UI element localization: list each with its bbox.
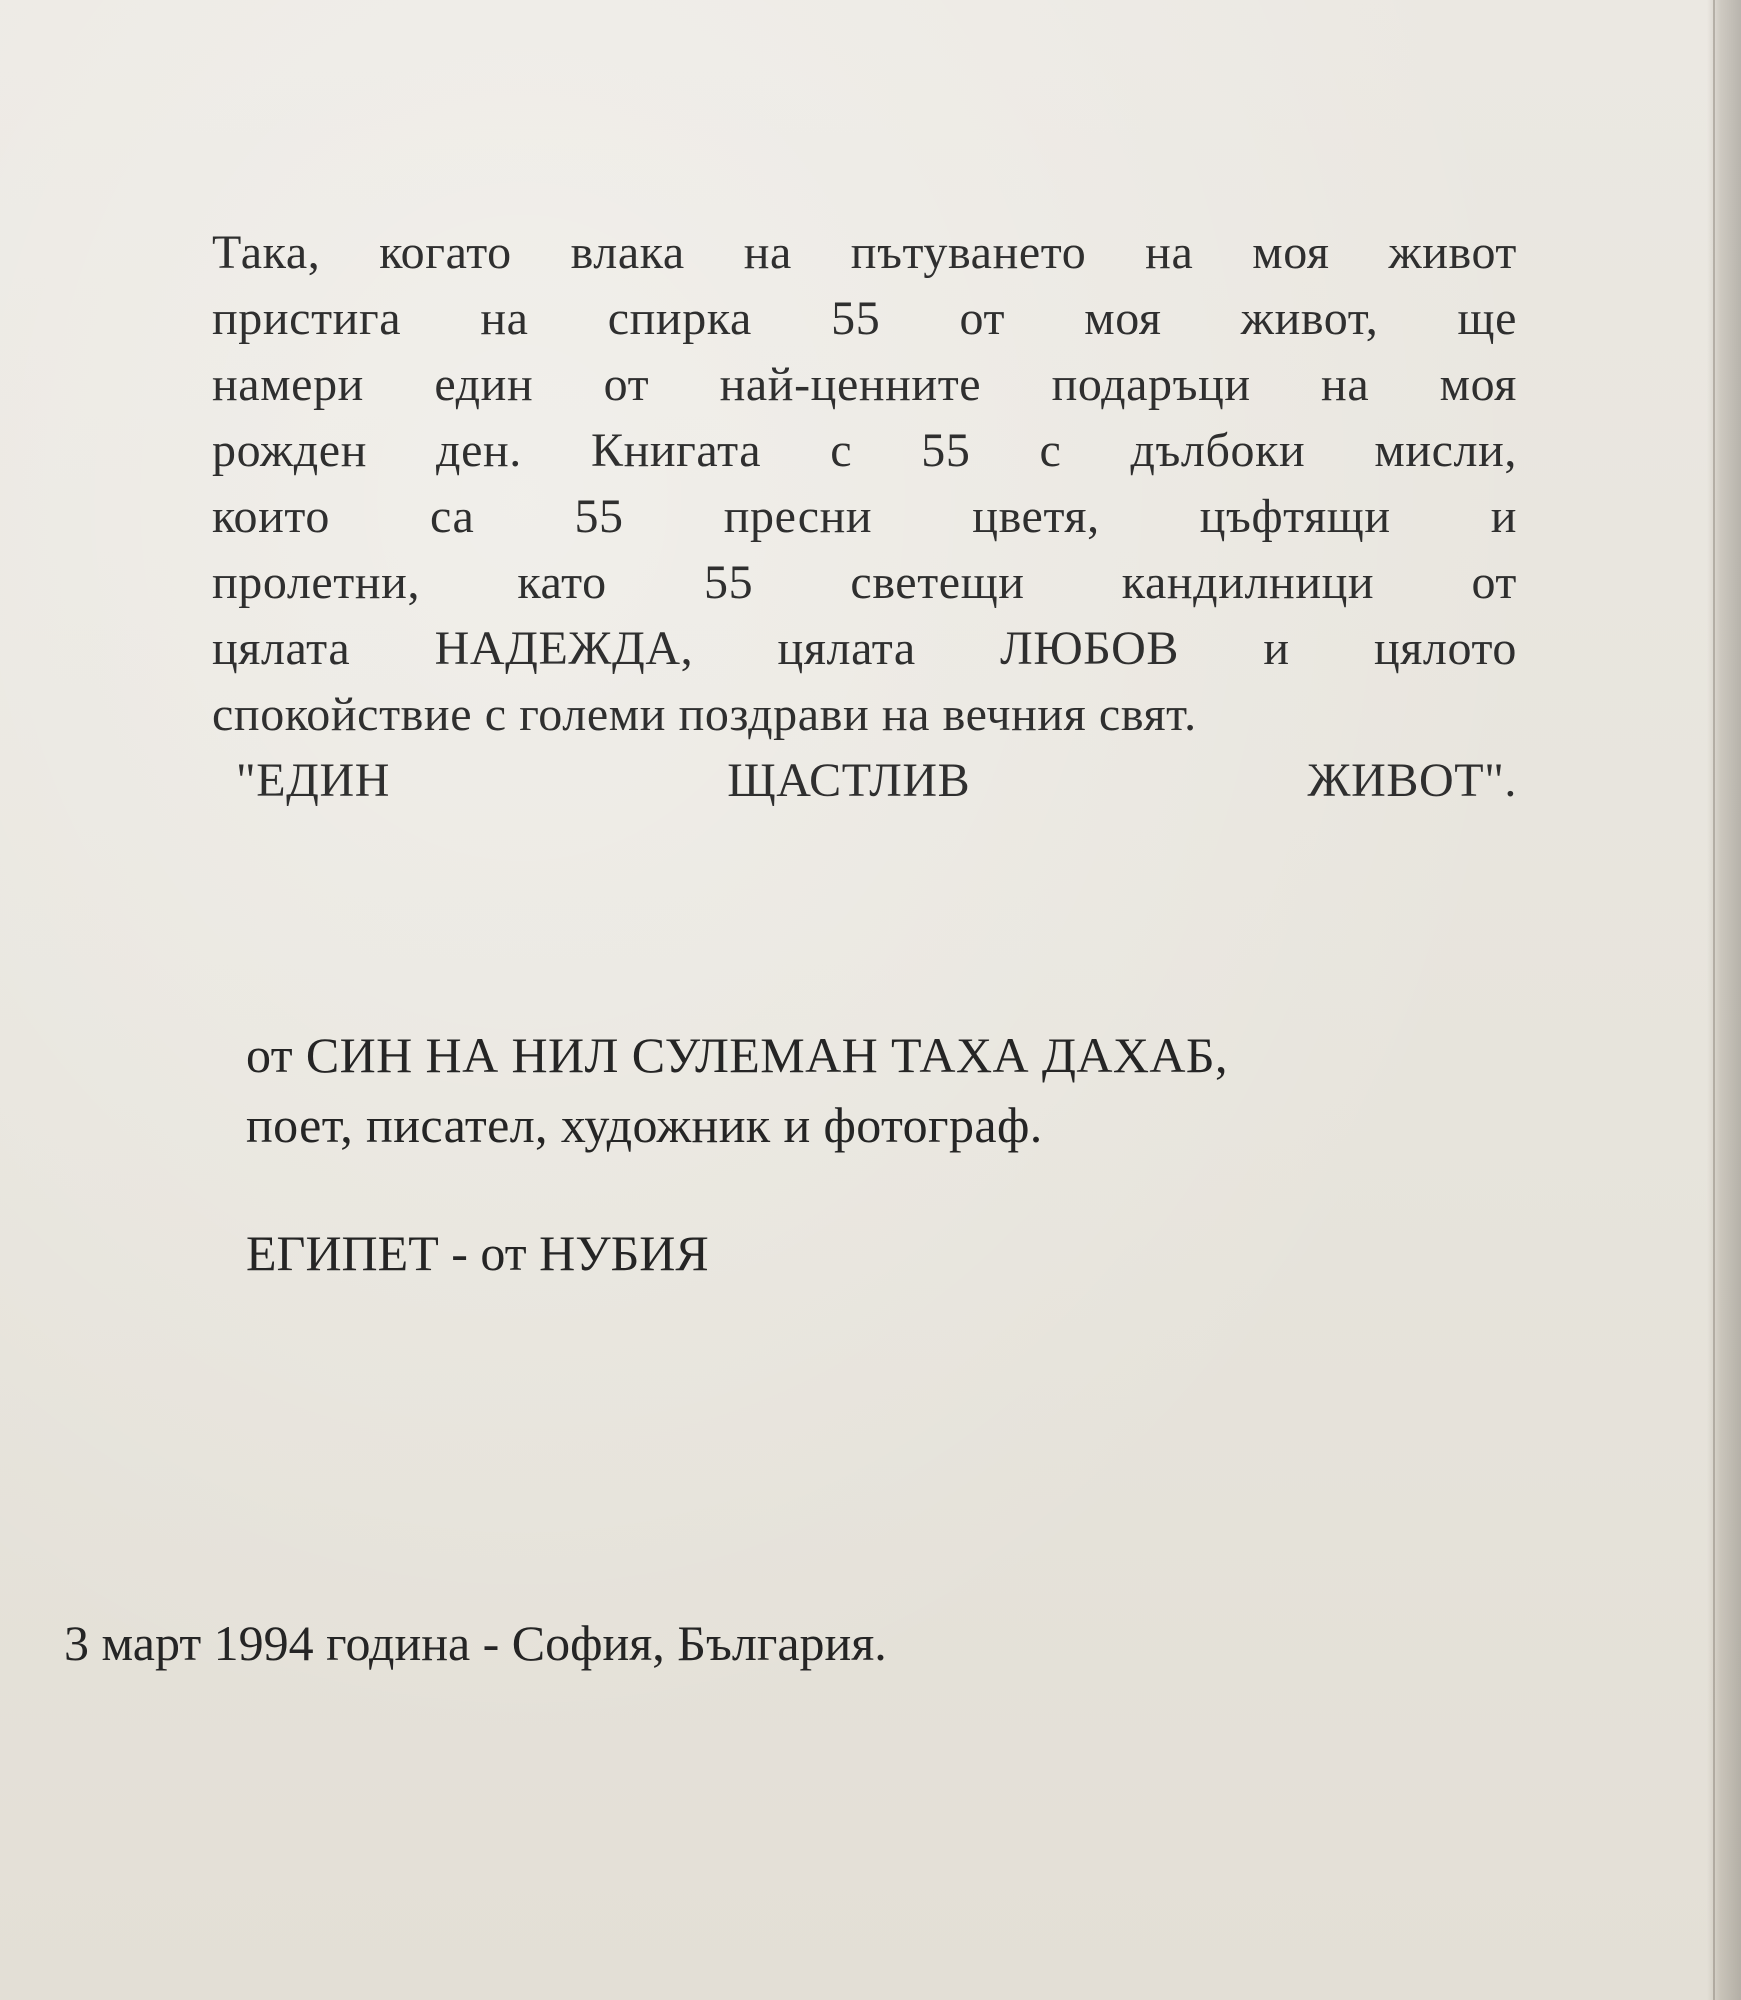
page-edge-line (1713, 0, 1715, 2000)
author-titles: поет, писател, художник и фотограф. (246, 1097, 1043, 1153)
author-origin: ЕГИПЕТ - от НУБИЯ (246, 1225, 709, 1281)
dedication-line: които са 55 пресни цветя, цъфтящи и (212, 490, 1517, 543)
dedication-line: цялата НАДЕЖДА, цялата ЛЮБОВ и цялото (212, 622, 1517, 675)
dedication-line: пролетни, като 55 светещи кандилници от (212, 556, 1517, 609)
dedication-quote: "ЕДИН ЩАСТЛИВ ЖИВОТ". (236, 754, 1517, 807)
dateline: 3 март 1994 година - София, България. (64, 1615, 887, 1671)
dedication-paragraph (212, 220, 1517, 814)
dedication-line: Така, когато влака на пътуването на моя живот (212, 226, 1517, 279)
author-block (246, 1020, 1228, 1160)
dedication-line: рожден ден. Книгата с 55 с дълбоки мисли, (212, 424, 1517, 477)
dedication-line: пристига на спирка 55 от моя живот, ще (212, 292, 1517, 345)
dedication-line: намери един от най-ценните подаръци на моя (212, 358, 1517, 411)
dedication-line: спокойствие с големи поздрави на вечния свят. (212, 688, 1197, 741)
author-name: от СИН НА НИЛ СУЛЕМАН ТАХА ДАХАБ, (246, 1027, 1228, 1083)
